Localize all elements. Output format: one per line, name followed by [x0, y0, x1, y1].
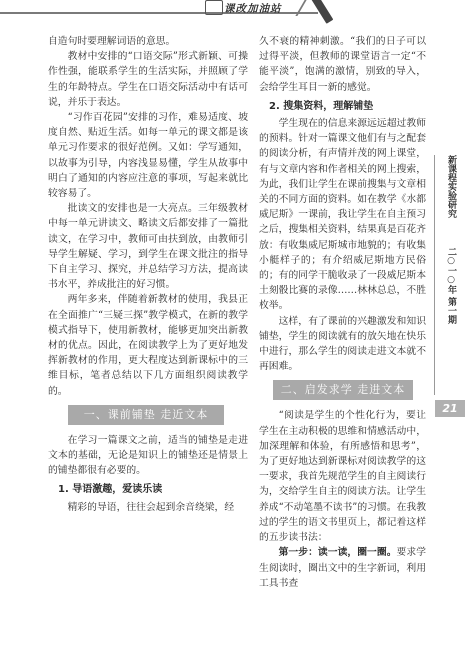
step-label: 第一步：读一读，圈一圈。	[278, 547, 397, 559]
side-margin	[432, 155, 466, 395]
paragraph	[259, 545, 426, 591]
right-column	[259, 34, 426, 591]
paragraph: “习作百花园”安排的习作，难易适度、坡度自然、贴近生活。如每一单元的课文都是该单元习作要求的很好范例。又如：学写通知，以故事为引导，内容浅显易懂，学生从故事中明白了通知的内容应注意的事项，写起来就比较容易了。	[48, 112, 248, 200]
subheading: 1. 导语激趣，爱读乐读	[58, 484, 163, 496]
step-text: 要求学生阅读时，圈出文中的生字新词，利用工具书查	[259, 547, 427, 589]
issue-label: 二○一○年 第一期	[446, 247, 456, 325]
side-rule	[434, 155, 435, 395]
paragraph: 教材中安排的“口语交际”形式新颖、可操作性强，能联系学生的生活实际，并照顾了学生的年龄特点。学生在口语交际活动中有话可说，并乐于表达。	[48, 51, 248, 108]
paragraph: 两年多来，伴随着新教材的使用，我县正在全面推广“三疑三探”教学模式，在新的教学模式指导下，使用新教材，能够更加突出新教材的优点。因此，在阅读教学上为了更好地发挥新教材的作用，更大程度达到新课标中的三维目标，笔者总结以下几方面组织阅读教学的。	[48, 294, 248, 397]
paragraph: 这样，有了课前的兴趣激发和知识铺垫，学生的阅读就有的放矢地在快乐中进行，那么学生的阅读走进文本就不再困难。	[259, 315, 426, 373]
journal-name: 新课程实验研究	[446, 155, 456, 218]
page-number: 21	[435, 400, 465, 417]
paragraph: 学生现在的信息来源远远超过教师的预料。针对一篇课文他们有与之配套的阅读分析，有声情并茂的网上课堂，有与文章内容和作者相关的网上搜索，为此，我们让学生在课前搜集与文章相关的不同方面的资料。如在教学《水都威尼斯》一课前，我让学生在自主预习之后，搜集相关资料，结果真是百花齐放：有收集威尼斯城市地貌的；有收集小艇样子的；有介绍威尼斯地方民俗的；有的同学干脆收录了一段威尼斯本土刻骰比赛的录像……林林总总，不胜枚举。	[259, 118, 426, 312]
section-banner: 二、启发求学 走进文本	[273, 380, 413, 400]
header-emblem-icon	[205, 0, 223, 15]
paragraph: 久不衰的精神刺激。“我们的日子可以过得平淡，但教师的课堂语言一定“不能平淡”，饱满的激情，别致的导入，会给学生耳目一新的感觉。	[259, 36, 426, 93]
header-title: 课改加油站	[224, 3, 282, 15]
paragraph: 在学习一篇课文之前，适当的铺垫是走进文本的基础，无论是知识上的铺垫还是情景上的铺垫都很有必要的。	[48, 434, 248, 477]
paragraph: 自造句时要理解词语的意思。	[48, 36, 176, 47]
paragraph: 精彩的导语，往往会起到余音绕梁，经	[67, 501, 235, 513]
paragraph: 批读文的安排也是一大亮点。三年级教材中每一单元讲读文、略读文后都安排了一篇批读文，在学习中，教师可由扶到放，由教师引导学生解疑、学习，到学生在课文批注的指导下自主学习、探究，并总结学习方法，提高读书水平，养成批注的好习惯。	[48, 203, 248, 291]
paragraph: “阅读是学生的个性化行为，要让学生在主动积极的思维和情感活动中，加深理解和体验，有所感悟和思考”，为了更好地达到新课标对阅读教学的这一要求，我首先规范学生的自主阅读行为，交给学生自主的阅读方法。让学生养成“不动笔墨不读书”的习惯。在我教过的学生的语文书里页上，都记着这样的五步读书法：	[259, 410, 426, 544]
left-column	[48, 34, 248, 515]
section-banner: 一、课前铺垫 走近文本	[68, 405, 224, 425]
subheading: 2. 搜集资料，理解铺垫	[269, 100, 374, 112]
